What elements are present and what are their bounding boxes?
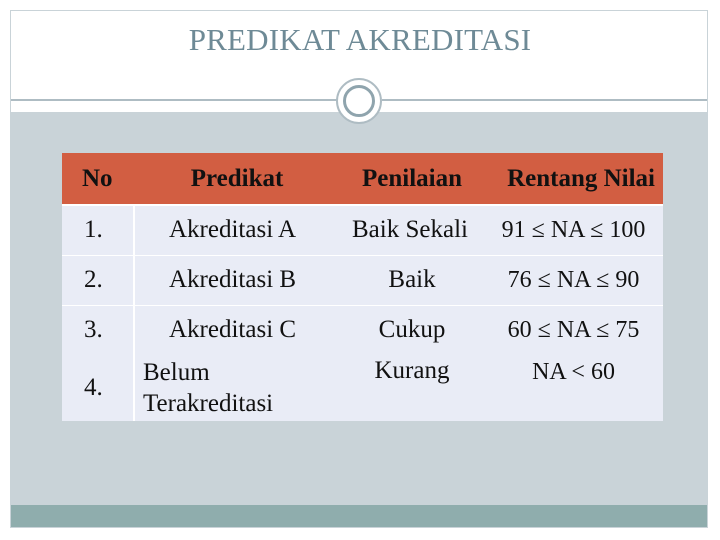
header-rentang-nilai: Rentang Nilai — [484, 153, 663, 205]
cell-rentang-nilai: 76 ≤ NA ≤ 90 — [484, 255, 663, 305]
cell-no: 1. — [62, 205, 134, 255]
cell-rentang-nilai: 91 ≤ NA ≤ 100 — [484, 205, 663, 255]
title-divider-right — [382, 99, 707, 101]
cell-penilaian: Baik — [340, 255, 484, 305]
accreditation-table — [62, 153, 663, 421]
cell-predikat: Akreditasi A — [134, 205, 340, 255]
header-penilaian: Penilaian — [340, 153, 484, 205]
title-divider-left — [11, 99, 338, 101]
cell-no: 2. — [62, 255, 134, 305]
header-predikat: Predikat — [134, 153, 340, 205]
table-row — [62, 355, 663, 421]
cell-penilaian: Cukup — [340, 305, 484, 355]
cell-penilaian: Baik Sekali — [340, 205, 484, 255]
cell-predikat: Belum Terakreditasi — [134, 355, 340, 421]
table-row — [62, 305, 663, 355]
cell-predikat: Akreditasi B — [134, 255, 340, 305]
footer-bar — [11, 505, 707, 527]
cell-predikat: Akreditasi C — [134, 305, 340, 355]
cell-no: 3. — [62, 305, 134, 355]
cell-rentang-nilai: 60 ≤ NA ≤ 75 — [484, 305, 663, 355]
circle-ornament-icon — [336, 78, 382, 124]
header-no: No — [62, 153, 134, 205]
table-row — [62, 205, 663, 255]
table-header-row — [62, 153, 663, 205]
table-row — [62, 255, 663, 305]
cell-penilaian: Kurang — [340, 355, 484, 421]
cell-no: 4. — [62, 355, 134, 421]
cell-rentang-nilai: NA < 60 — [484, 355, 663, 421]
slide-title: PREDIKAT AKREDITASI — [188, 22, 532, 57]
